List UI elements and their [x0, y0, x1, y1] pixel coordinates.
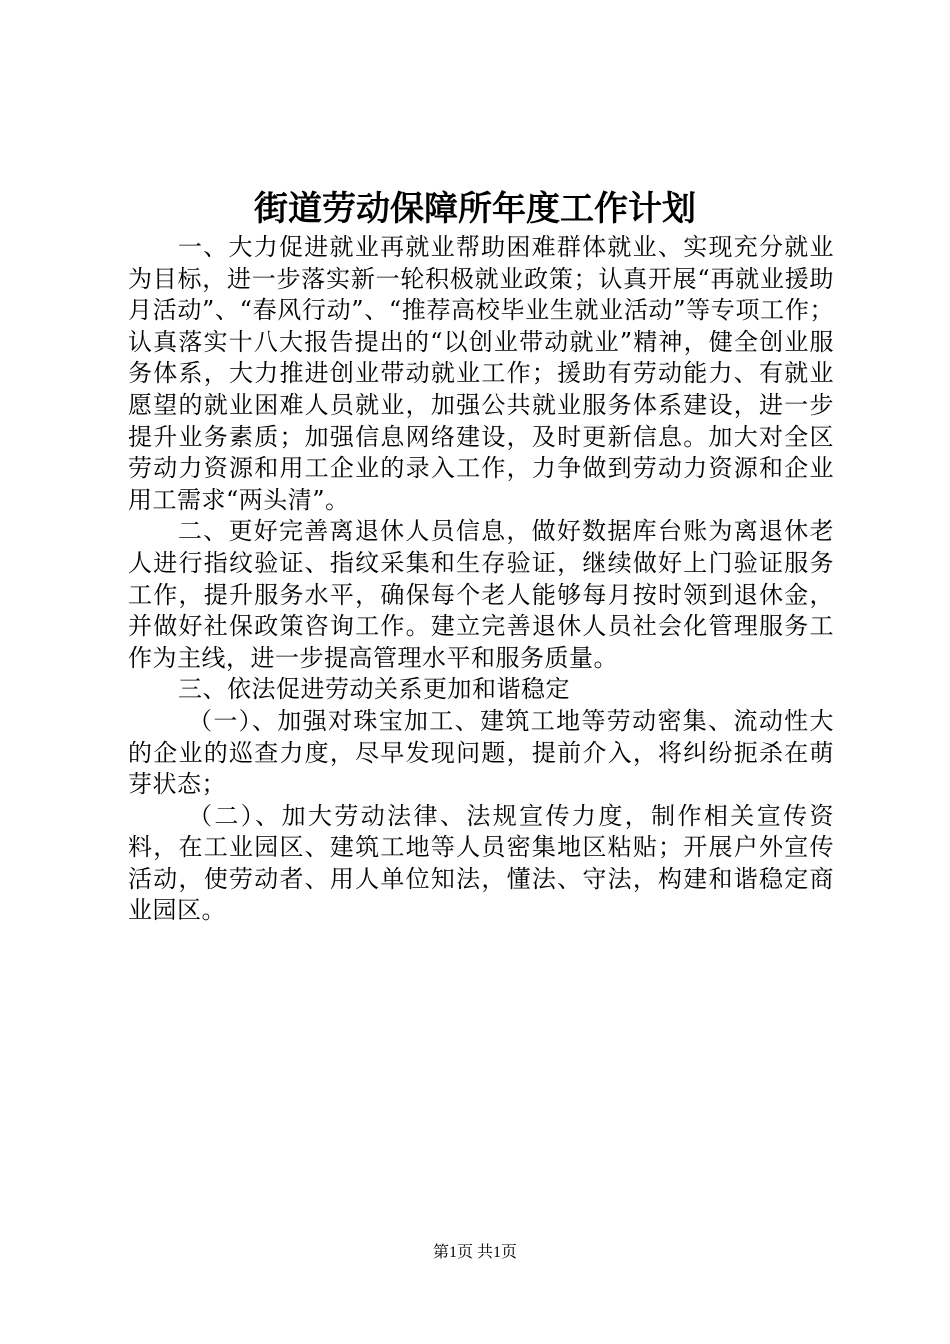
document-body: [128, 232, 834, 927]
paragraph-labor-relations-heading: 三、依法促进劳动关系更加和谐稳定: [178, 675, 570, 704]
document-title: 街道劳动保障所年度工作计划: [254, 189, 696, 229]
page-footer: 第1页 共1页: [432, 1244, 517, 1261]
paragraph-inspection: （一）、加强对珠宝加工、建筑工地等劳动密集、流动性大的企业的巡查力度，尽早发现问题，提前介入，将纠纷扼杀在萌芽状态；: [128, 706, 834, 799]
paragraph-employment: 一、大力促进就业再就业帮助困难群体就业、实现充分就业为目标，进一步落实新一轮积极就业政策；认真开展“再就业援助月活动”、“春风行动”、“推荐高校毕业生就业活动”等专项工作；认真落实十八大报告提出的“以创业带动就业”精神，健全创业服务体系，大力推进创业带动就业工作；援助有劳动能力、有就业愿望的就业困难人员就业，加强公共就业服务体系建设，进一步提升业务素质；加强信息网络建设，及时更新信息。加大对全区劳动力资源和用工企业的录入工作，力争做到劳动力资源和企业用工需求“两头清”。: [128, 233, 834, 514]
paragraph-publicity: （二）、加大劳动法律、法规宣传力度，制作相关宣传资料，在工业园区、建筑工地等人员密集地区粘贴；开展户外宣传活动，使劳动者、用人单位知法，懂法、守法，构建和谐稳定商业园区。: [128, 801, 834, 925]
paragraph-retirees: 二、更好完善离退休人员信息，做好数据库台账为离退休老人进行指纹验证、指纹采集和生存验证，继续做好上门验证服务工作，提升服务水平，确保每个老人能够每月按时领到退休金，并做好社保政策咨询工作。建立完善退休人员社会化管理服务工作为主线，进一步提高管理水平和服务质量。: [128, 517, 834, 672]
